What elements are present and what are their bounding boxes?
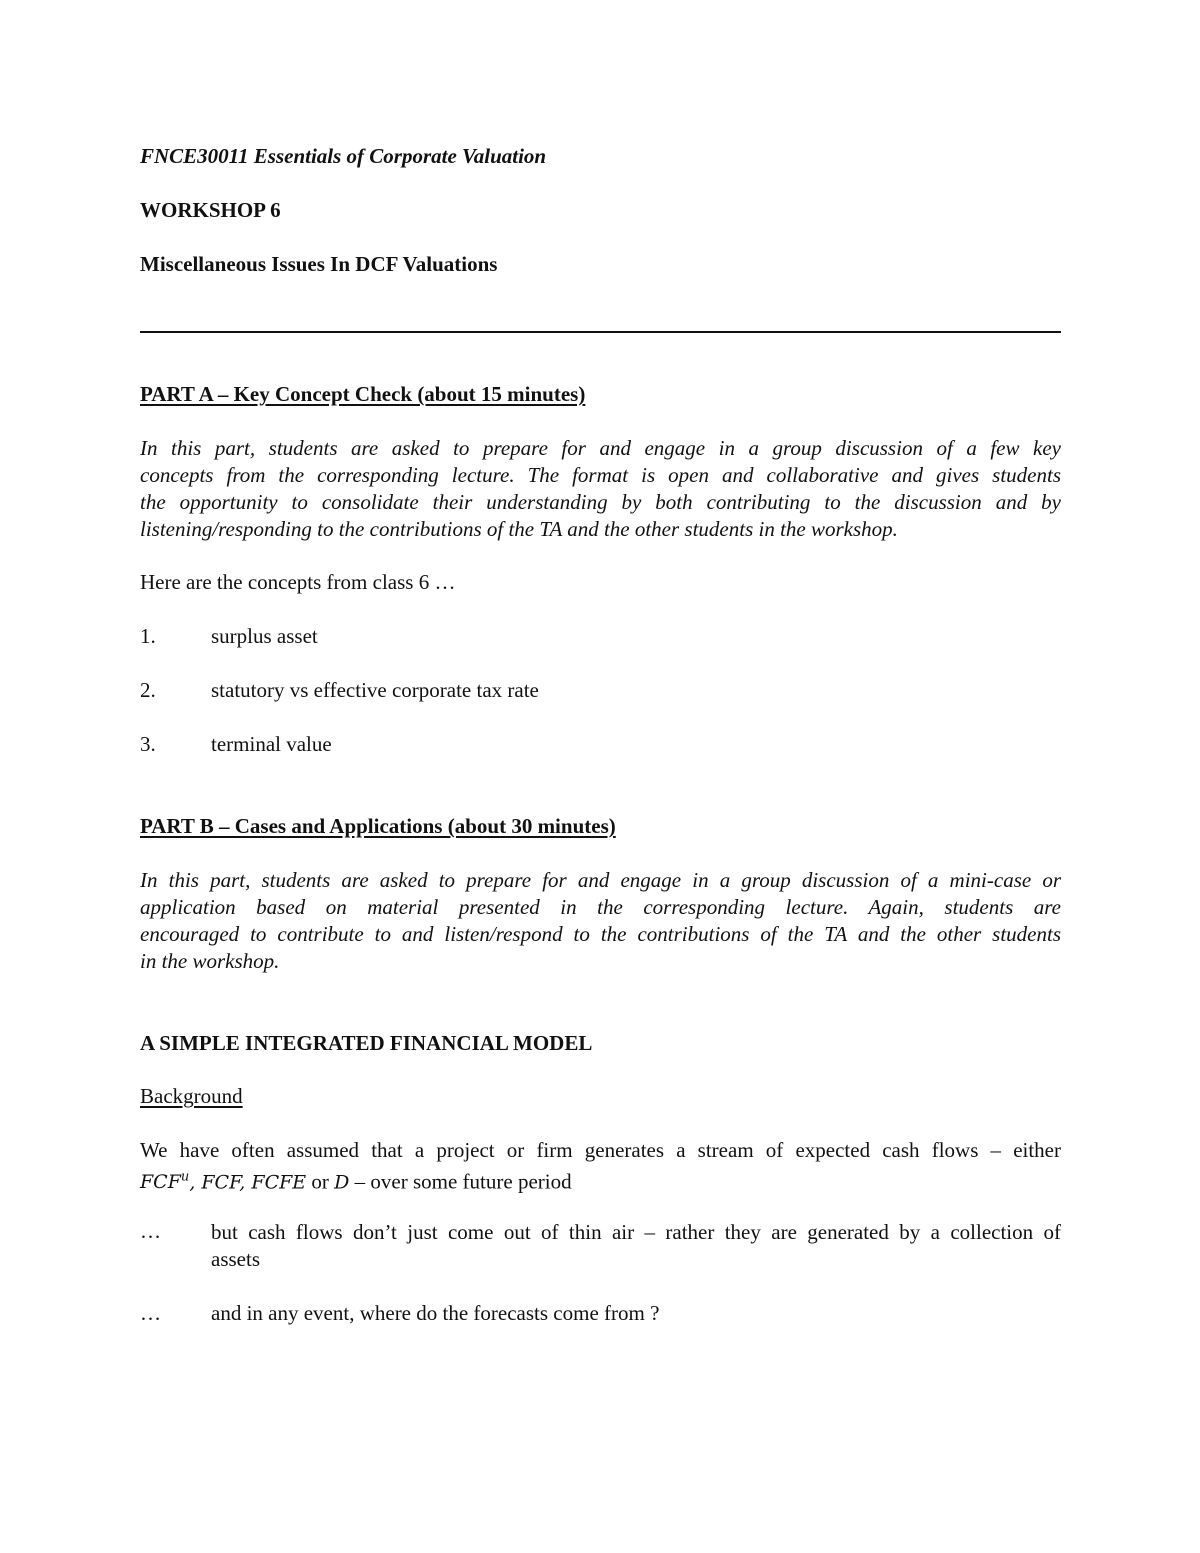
math-fcf-fcfe: , FCF, FCFE [189, 1171, 307, 1194]
ellipsis-marker: … [140, 1301, 161, 1325]
background-line: We have often assumed that a project or firm generates a stream of expected cash flows – either [140, 1138, 1061, 1162]
point-line: but cash flows don’t just come out of thin air – rather they are generated by a collection of [211, 1220, 1061, 1244]
horizontal-rule [140, 331, 1061, 333]
concept-item: surplus asset [211, 624, 318, 648]
concept-item: statutory vs effective corporate tax rate [211, 678, 539, 702]
math-superscript-u: u [180, 1170, 190, 1185]
math-d: D [334, 1171, 350, 1194]
background-line-2 [140, 1164, 1061, 1196]
concepts-intro: Here are the concepts from class 6 … [140, 570, 456, 594]
workshop-label: WORKSHOP 6 [140, 198, 281, 222]
point-line: assets [211, 1247, 260, 1271]
or-word: or [306, 1169, 335, 1194]
document-subtitle: Miscellaneous Issues In DCF Valuations [140, 252, 498, 276]
part-b-intro-line: in the workshop. [140, 949, 280, 973]
part-b-intro-line: encouraged to contribute to and listen/respond to the contributions of the TA and the other students [140, 922, 1061, 946]
part-a-intro [140, 435, 1061, 543]
part-a-intro-line: concepts from the corresponding lecture. The format is open and collaborative and gives students [140, 463, 1061, 487]
background-line-tail: – over some future period [349, 1169, 572, 1194]
background-label: Background [140, 1084, 243, 1108]
part-a-heading: PART A – Key Concept Check (about 15 minutes) [140, 382, 586, 406]
math-fcf-base: FCF [140, 1171, 181, 1194]
part-b-intro [140, 867, 1061, 975]
part-a-intro-line: listening/responding to the contributions of the TA and the other students in the workshop. [140, 517, 898, 541]
part-a-intro-line: the opportunity to consolidate their understanding by both contributing to the discussion and by [140, 490, 1061, 514]
point-text [211, 1219, 1061, 1273]
concept-number: 2. [140, 678, 156, 702]
concept-number: 3. [140, 732, 156, 756]
model-heading: A SIMPLE INTEGRATED FINANCIAL MODEL [140, 1031, 593, 1055]
concept-number: 1. [140, 624, 156, 648]
part-b-heading: PART B – Cases and Applications (about 30 minutes) [140, 814, 616, 838]
background-paragraph [140, 1137, 1061, 1196]
part-b-intro-line: application based on material presented in the corresponding lecture. Again, students are [140, 895, 1061, 919]
part-b-intro-line: In this part, students are asked to prepare for and engage in a group discussion of a mini-case or [140, 868, 1061, 892]
concept-item: terminal value [211, 732, 332, 756]
ellipsis-marker: … [140, 1219, 161, 1243]
point-text: and in any event, where do the forecasts come from ? [211, 1301, 660, 1325]
part-a-intro-line: In this part, students are asked to prepare for and engage in a group discussion of a few key [140, 436, 1061, 460]
course-title: FNCE30011 Essentials of Corporate Valuation [140, 144, 547, 168]
math-fcf-u [140, 1171, 189, 1193]
